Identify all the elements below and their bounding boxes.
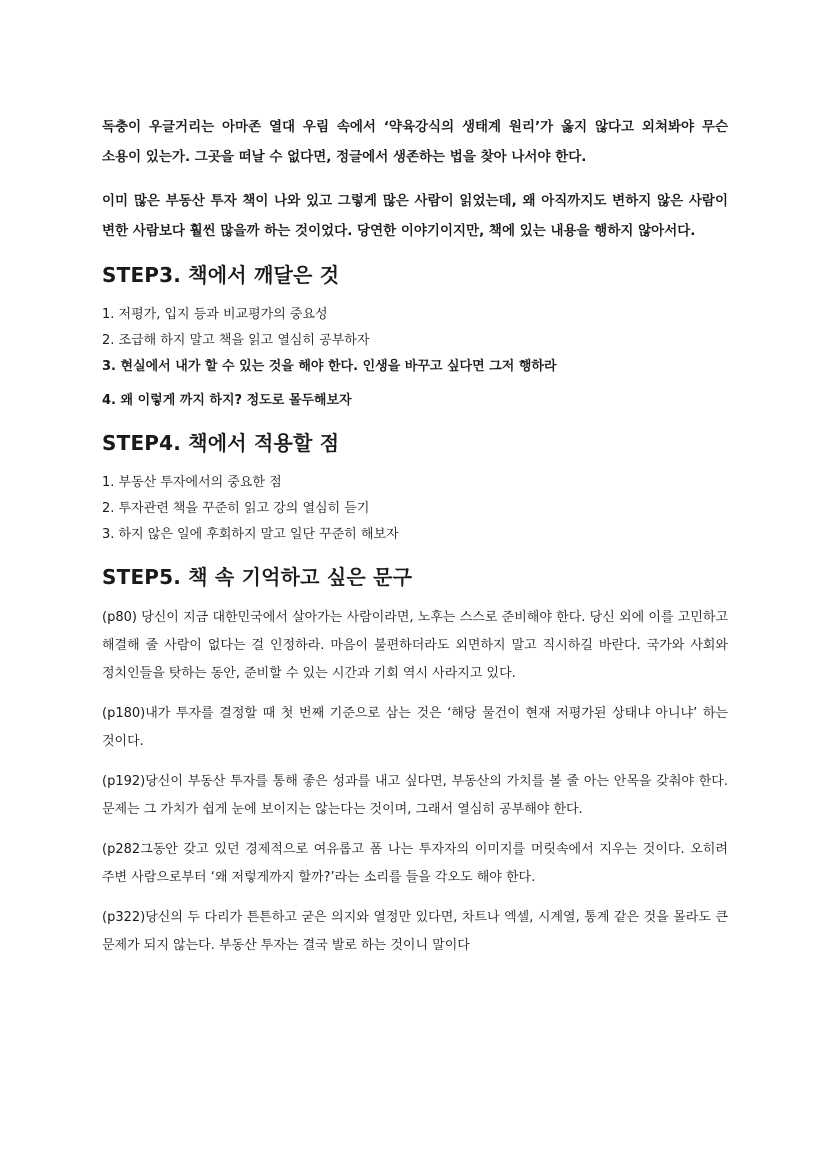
list-item: 3. 현실에서 내가 할 수 있는 것을 해야 한다. 인생을 바꾸고 싶다면 그저 행하라	[102, 359, 557, 374]
list-item: 2. 조급해 하지 말고 책을 읽고 열심히 공부하자	[102, 333, 370, 348]
step3-list	[102, 302, 728, 414]
quote-paragraph: (p180)내가 투자를 결정할 때 첫 번째 기준으로 삼는 것은 ‘해당 물건이 현재 저평가된 상태냐 아니냐’ 하는 것이다.	[102, 706, 728, 749]
list-item: 1. 저평가, 입지 등과 비교평가의 중요성	[102, 307, 328, 322]
step3-heading: STEP3. 책에서 깨달은 것	[102, 263, 340, 287]
quote-paragraph: (p80) 당신이 지금 대한민국에서 살아가는 사람이라면, 노후는 스스로 준비해야 한다. 당신 외에 이를 고민하고 해결해 줄 사람이 없다는 걸 인정하라. 마음이 불편하더라도 외면하지 말고 직시하길 바란다. 국가와 사회와 정치인들을 탓하는 동안, 준비할 수 있는 시간과 기회 역시 사라지고 있다.	[102, 610, 728, 681]
intro-paragraph-2: 이미 많은 부동산 투자 책이 나와 있고 그렇게 많은 사람이 읽었는데, 왜 아직까지도 변하지 않은 사람이 변한 사람보다 훨씬 많을까 하는 것이었다. 당연한 이야기이지만, 책에 있는 내용을 행하지 않아서다.	[102, 193, 728, 239]
intro-paragraph-1: 독충이 우글거리는 아마존 열대 우림 속에서 ‘약육강식의 생태계 원리’가 옳지 않다고 외쳐봐야 무슨 소용이 있는가. 그곳을 떠날 수 없다면, 정글에서 생존하는 법을 찾아 나서야 한다.	[102, 119, 728, 165]
step4-list	[102, 470, 728, 548]
quote-paragraph: (p322)당신의 두 다리가 튼튼하고 굳은 의지와 열정만 있다면, 차트나 엑셀, 시계열, 통계 같은 것을 몰라도 큰 문제가 되지 않는다. 부동산 투자는 결국 발로 하는 것이니 말이다	[102, 910, 728, 953]
document-body	[102, 112, 728, 972]
list-item: 2. 투자관련 책을 꾸준히 읽고 강의 열심히 듣기	[102, 501, 370, 516]
list-item: 3. 하지 않은 일에 후회하지 말고 일단 꾸준히 해보자	[102, 527, 399, 542]
list-item: 4. 왜 이렇게 까지 하지? 정도로 몰두해보자	[102, 393, 352, 408]
quote-paragraph: (p282그동안 갖고 있던 경제적으로 여유롭고 폼 나는 투자자의 이미지를 머릿속에서 지우는 것이다. 오히려 주변 사람으로부터 ‘왜 저렇게까지 할까?’라는 소리를 들을 각오도 해야 한다.	[102, 842, 728, 885]
step4-heading: STEP4. 책에서 적용할 점	[102, 431, 340, 455]
list-item: 1. 부동산 투자에서의 중요한 점	[102, 475, 282, 490]
quote-paragraph: (p192)당신이 부동산 투자를 통해 좋은 성과를 내고 싶다면, 부동산의 가치를 볼 줄 아는 안목을 갖춰야 한다. 문제는 그 가치가 쉽게 눈에 보이지는 않는다는 것이며, 그래서 열심히 공부해야 한다.	[102, 774, 728, 817]
step5-heading: STEP5. 책 속 기억하고 싶은 문구	[102, 565, 413, 589]
